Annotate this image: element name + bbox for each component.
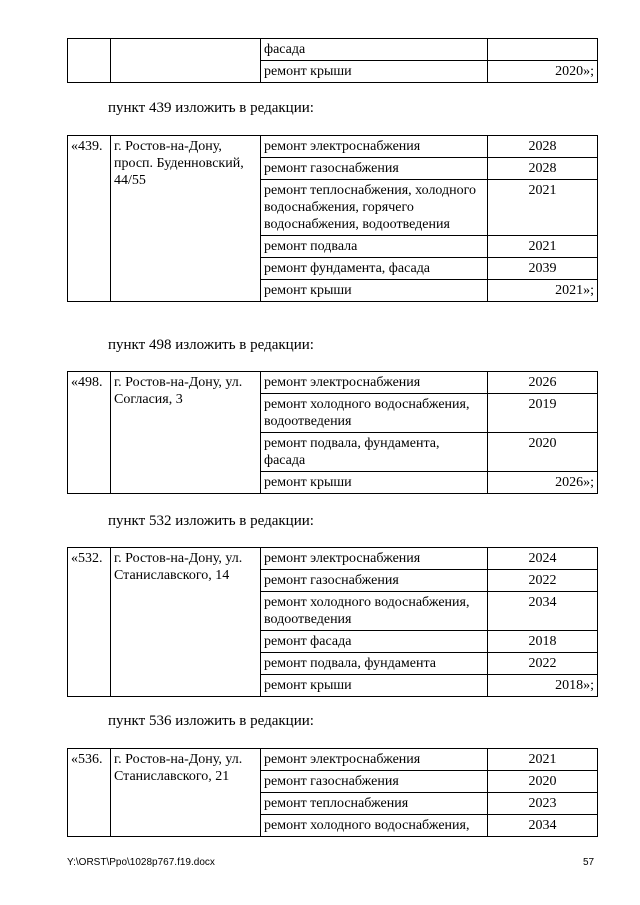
work-cell: ремонт газоснабжения xyxy=(261,158,488,180)
table-row xyxy=(68,548,598,570)
address-cell: г. Ростов-на-Дону, ул. Согласия, 3 xyxy=(111,372,261,494)
section-table-498 xyxy=(67,371,598,494)
year-cell: 2023 xyxy=(488,793,598,815)
num-cell: «532. xyxy=(68,548,111,697)
address-cell: г. Ростов-на-Дону, ул. Станиславского, 21 xyxy=(111,749,261,837)
year-cell: 2028 xyxy=(488,158,598,180)
work-cell: ремонт теплоснабжения, холодного водоснабжения, горячего водоснабжения, водоотведения xyxy=(261,180,488,236)
work-cell: ремонт подвала, фундамента xyxy=(261,653,488,675)
work-cell: ремонт холодного водоснабжения, xyxy=(261,815,488,837)
work-cell: ремонт газоснабжения xyxy=(261,570,488,592)
work-cell: ремонт теплоснабжения xyxy=(261,793,488,815)
year-cell: 2026»; xyxy=(488,472,598,494)
num-cell xyxy=(68,39,111,83)
work-cell: ремонт фасада xyxy=(261,631,488,653)
address-cell: г. Ростов-на-Дону, просп. Буденновский, 44/55 xyxy=(111,136,261,302)
year-cell: 2021 xyxy=(488,236,598,258)
year-cell xyxy=(488,39,598,61)
year-cell: 2021 xyxy=(488,749,598,771)
year-cell: 2020 xyxy=(488,433,598,472)
num-cell: «498. xyxy=(68,372,111,494)
year-cell: 2024 xyxy=(488,548,598,570)
year-cell: 2020»; xyxy=(488,61,598,83)
work-cell: ремонт холодного водоснабжения, водоотведения xyxy=(261,394,488,433)
section-intro: пункт 536 изложить в редакции: xyxy=(108,713,314,729)
continuation-table xyxy=(67,38,598,83)
page-number: 57 xyxy=(583,857,595,868)
year-cell: 2026 xyxy=(488,372,598,394)
year-cell: 2020 xyxy=(488,771,598,793)
num-cell: «439. xyxy=(68,136,111,302)
section-intro: пункт 439 изложить в редакции: xyxy=(108,100,314,116)
year-cell: 2034 xyxy=(488,815,598,837)
table-row xyxy=(68,136,598,158)
address-cell xyxy=(111,39,261,83)
footer-file-path: Y:\ORST\Ppo\1028p767.f19.docx xyxy=(67,857,215,868)
num-cell: «536. xyxy=(68,749,111,837)
work-cell: ремонт электроснабжения xyxy=(261,749,488,771)
year-cell: 2019 xyxy=(488,394,598,433)
year-cell: 2039 xyxy=(488,258,598,280)
work-cell: ремонт электроснабжения xyxy=(261,372,488,394)
work-cell: ремонт подвала xyxy=(261,236,488,258)
work-cell: ремонт газоснабжения xyxy=(261,771,488,793)
section-intro: пункт 532 изложить в редакции: xyxy=(108,513,314,529)
section-intro: пункт 498 изложить в редакции: xyxy=(108,337,314,353)
work-cell: ремонт крыши xyxy=(261,61,488,83)
address-cell: г. Ростов-на-Дону, ул. Станиславского, 14 xyxy=(111,548,261,697)
year-cell: 2028 xyxy=(488,136,598,158)
work-cell: ремонт электроснабжения xyxy=(261,548,488,570)
section-table-439 xyxy=(67,135,598,302)
work-cell: ремонт крыши xyxy=(261,280,488,302)
work-cell: ремонт крыши xyxy=(261,675,488,697)
work-cell: ремонт подвала, фундамента, фасада xyxy=(261,433,488,472)
year-cell: 2021 xyxy=(488,180,598,236)
section-table-532 xyxy=(67,547,598,697)
work-cell: ремонт фундамента, фасада xyxy=(261,258,488,280)
year-cell: 2022 xyxy=(488,653,598,675)
work-cell: ремонт холодного водоснабжения, водоотведения xyxy=(261,592,488,631)
work-cell: ремонт крыши xyxy=(261,472,488,494)
year-cell: 2018»; xyxy=(488,675,598,697)
year-cell: 2021»; xyxy=(488,280,598,302)
work-cell: ремонт электроснабжения xyxy=(261,136,488,158)
year-cell: 2022 xyxy=(488,570,598,592)
year-cell: 2034 xyxy=(488,592,598,631)
section-table-536 xyxy=(67,748,598,837)
table-row xyxy=(68,39,598,61)
table-row xyxy=(68,749,598,771)
year-cell: 2018 xyxy=(488,631,598,653)
table-row xyxy=(68,372,598,394)
work-cell: фасада xyxy=(261,39,488,61)
